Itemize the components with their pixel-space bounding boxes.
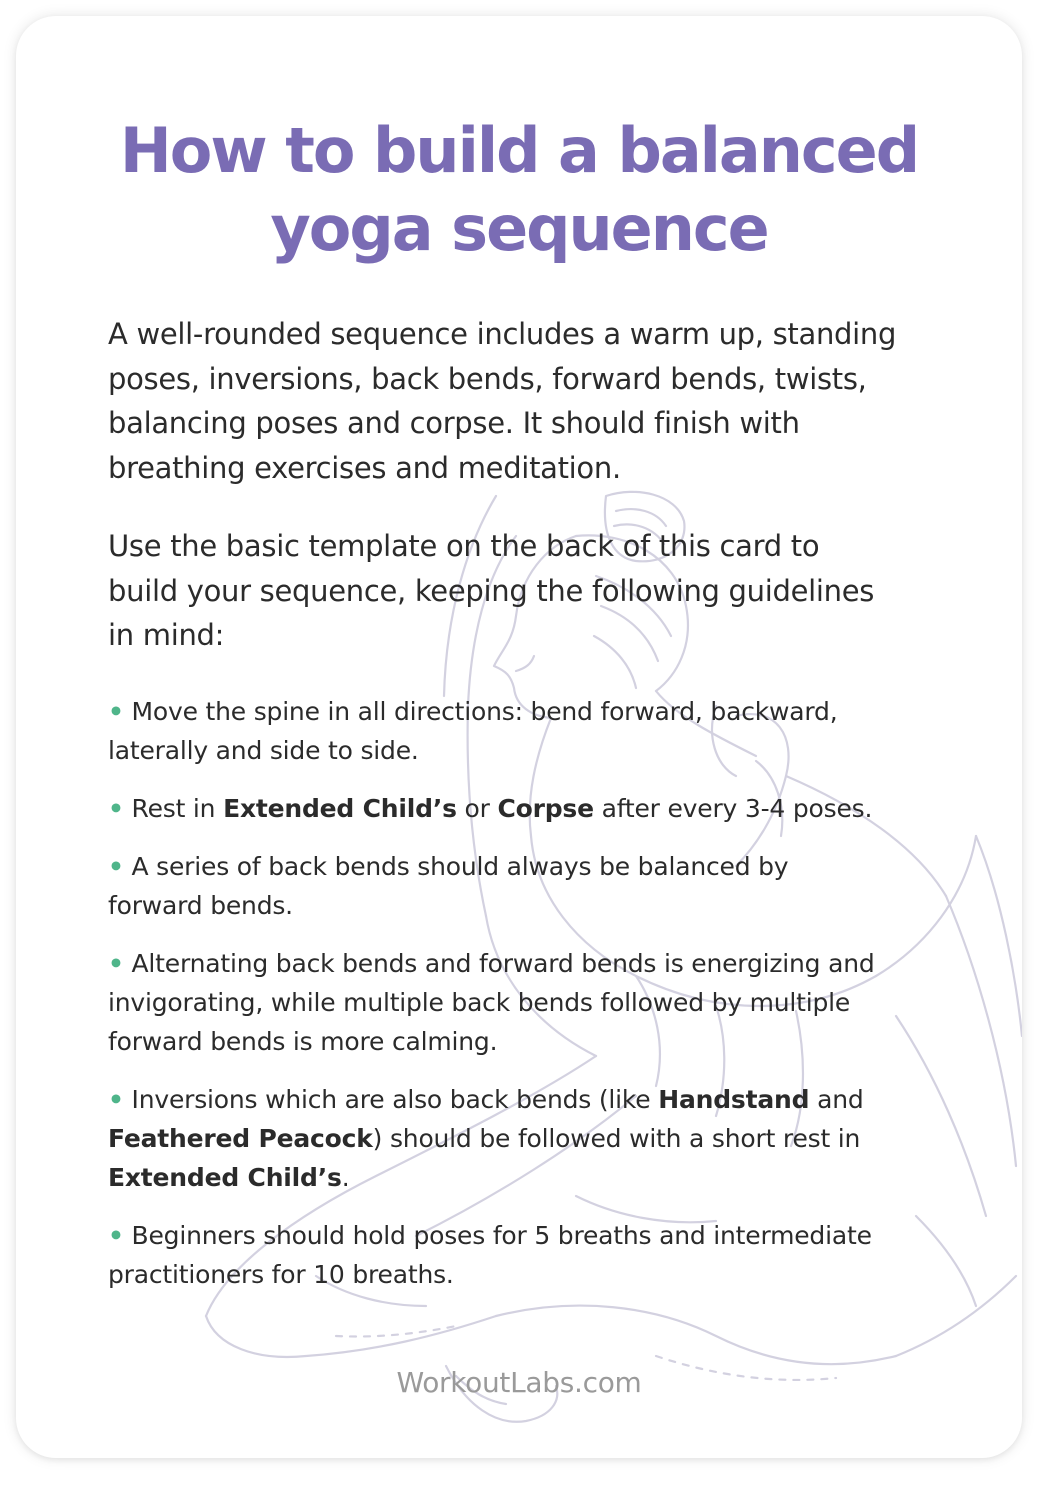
guideline-text: invigorating, while multiple back bends followed by multiple: [108, 988, 851, 1017]
bullet-icon: •: [108, 1221, 124, 1250]
guideline-text: Inversions which are also back bends (like: [131, 1085, 659, 1114]
title-line-1: How to build a balanced: [119, 114, 919, 187]
intro-line: breathing exercises and meditation.: [108, 450, 621, 485]
guideline-text: Alternating back bends and forward bends is energizing and: [131, 949, 875, 978]
guideline-text: or: [456, 794, 498, 823]
bullet-icon: •: [108, 794, 124, 823]
usage-line: build your sequence, keeping the following guidelines: [108, 573, 875, 608]
footer-brand: WorkoutLabs.com: [396, 1366, 642, 1399]
guideline-item: [108, 692, 958, 770]
guideline-text: A series of back bends should always be balanced by: [131, 852, 789, 881]
guideline-text: Move the spine in all directions: bend forward, backward,: [131, 697, 838, 726]
guideline-item: [108, 944, 958, 1061]
title-line-2: yoga sequence: [270, 192, 768, 265]
bullet-icon: •: [108, 697, 124, 726]
guide-card: [16, 16, 1022, 1458]
pose-name: Corpse: [497, 794, 594, 823]
intro-line: poses, inversions, back bends, forward bends, twists,: [108, 361, 867, 396]
guideline-item: [108, 789, 958, 828]
guideline-text: ) should be followed with a short rest in: [372, 1124, 861, 1153]
guideline-text: Rest in: [131, 794, 224, 823]
usage-paragraph: [108, 524, 958, 658]
guideline-text: laterally and side to side.: [108, 736, 419, 765]
bullet-icon: •: [108, 1085, 124, 1114]
bullet-icon: •: [108, 852, 124, 881]
page-title: [16, 112, 1022, 268]
bullet-icon: •: [108, 949, 124, 978]
guideline-text: .: [341, 1163, 350, 1192]
usage-line: Use the basic template on the back of this card to: [108, 529, 820, 563]
guideline-text: practitioners for 10 breaths.: [108, 1260, 454, 1289]
guideline-item: [108, 847, 958, 925]
pose-name: Handstand: [658, 1085, 810, 1114]
guideline-item: [108, 1216, 958, 1294]
guideline-text: and: [809, 1085, 864, 1114]
guideline-text: Beginners should hold poses for 5 breaths and intermediate: [131, 1221, 872, 1250]
usage-line: in mind:: [108, 618, 225, 652]
pose-name: Extended Child’s: [108, 1163, 342, 1192]
guideline-text: after every 3-4 poses.: [593, 794, 873, 823]
guideline-text: forward bends.: [108, 891, 293, 920]
intro-paragraph: [108, 312, 958, 490]
pose-name: Feathered Peacock: [108, 1124, 373, 1153]
intro-line: A well-rounded sequence includes a warm up, standing: [108, 317, 897, 351]
guideline-text: forward bends is more calming.: [108, 1027, 498, 1056]
guideline-item: [108, 1080, 958, 1197]
guidelines-list: [108, 692, 958, 1313]
pose-name: Extended Child’s: [223, 794, 457, 823]
intro-line: balancing poses and corpse. It should finish with: [108, 406, 800, 440]
